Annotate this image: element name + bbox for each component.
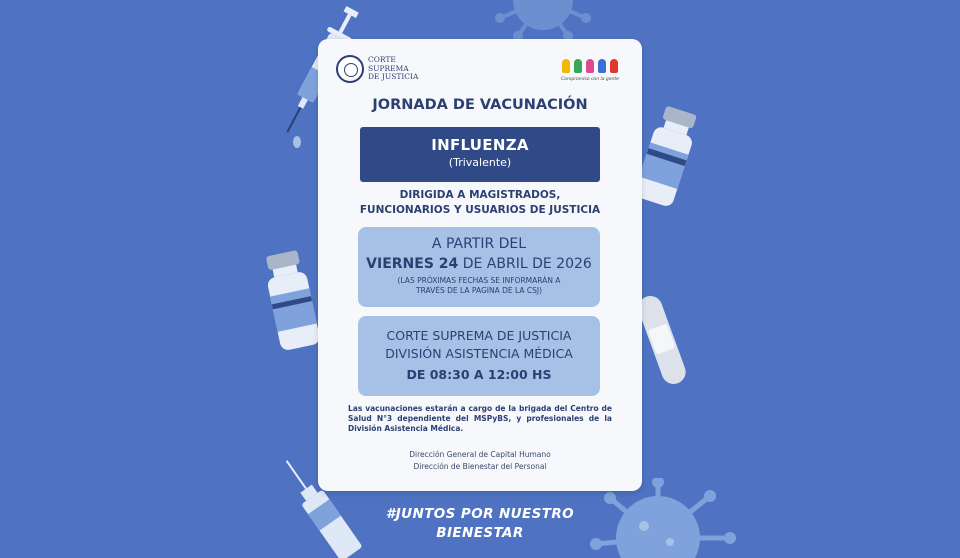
place-institution: CORTE SUPREMA DE JUSTICIA [386, 328, 572, 343]
csj-logo [336, 55, 426, 87]
figure-icon [574, 59, 582, 73]
signatures: Dirección General de Capital Humano Dirección de Bienestar del Personal [409, 450, 551, 471]
date-weekday-day: VIERNES 24 [366, 256, 459, 272]
csj-logo-text: CORTE SUPREMA DE JUSTICIA [368, 55, 419, 81]
audience-text: DIRIGIDA A MAGISTRADOS, FUNCIONARIOS Y USUARIOS DE JUSTICIA [359, 189, 601, 216]
place-division: DIVISIÓN ASISTENCIA MÉDICA [385, 346, 573, 361]
figure-icon [562, 59, 570, 73]
place-hours: DE 08:30 A 12:00 HS [406, 367, 552, 382]
vaccine-box [360, 127, 600, 182]
compromiso-logo [554, 55, 626, 85]
virus-top-icon [488, 0, 598, 40]
date-intro: A PARTIR DEL [431, 236, 527, 252]
figure-icon [598, 59, 606, 73]
vial-right-icon [636, 104, 696, 214]
date-main [358, 256, 600, 272]
info-paragraph: Las vacunaciones estarán a cargo de la brigada del Centro de Salud N°3 dependiente del MSPyBS, y profesionales de la División Asistencia Médica. [348, 404, 612, 433]
vaccine-name: INFLUENZA [431, 136, 529, 154]
flyer-card [318, 39, 642, 491]
csj-seal-icon [336, 55, 364, 83]
place-box [358, 316, 600, 396]
figure-icon [610, 59, 618, 73]
hashtag-text: #JUNTOS POR NUESTRO BIENESTAR [385, 506, 575, 541]
vaccine-type: (Trivalente) [448, 156, 512, 169]
date-box [358, 227, 600, 307]
date-note: (LAS PRÓXIMAS FECHAS SE INFORMARÁN A TRAVÉS DE LA PAGINA DE LA CSJ) [397, 276, 561, 295]
compromiso-tagline: Compromiso con la gente [561, 77, 619, 82]
flyer-title: JORNADA DE VACUNACIÓN [372, 97, 588, 113]
vial-left-icon [262, 248, 324, 358]
figure-icon [586, 59, 594, 73]
date-month-year: DE ABRIL DE 2026 [458, 256, 592, 272]
